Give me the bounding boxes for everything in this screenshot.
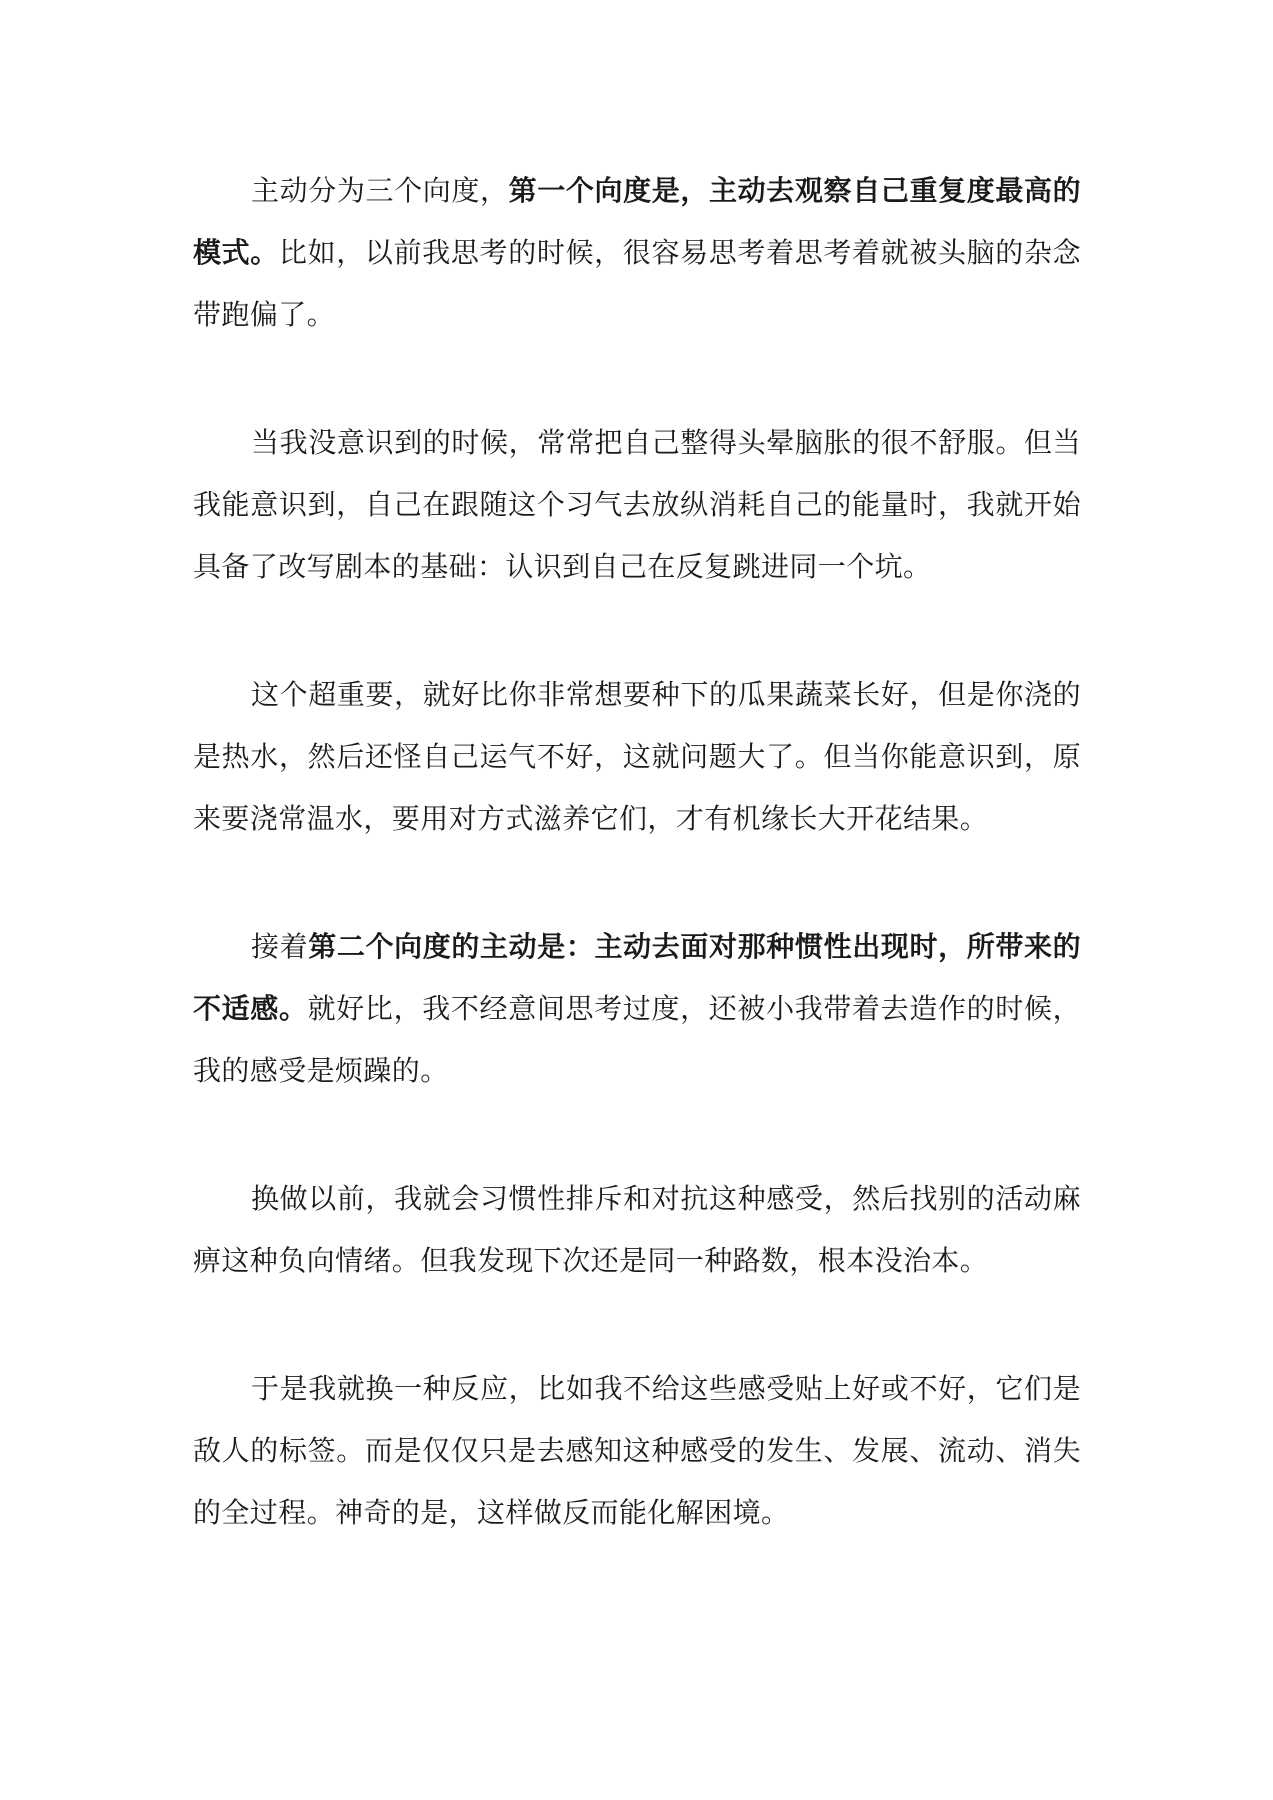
paragraph-3 — [193, 664, 1081, 850]
paragraph-6-text: 于是我就换一种反应，比如我不给这些感受贴上好或不好，它们是敌人的标签。而是仅仅只是去感知这种感受的发生、发展、流动、消失的全过程。神奇的是，这样做反而能化解困境。 — [193, 1372, 1081, 1529]
paragraph-4-text-b: 就好比，我不经意间思考过度，还被小我带着去造作的时候，我的感受是烦躁的。 — [193, 992, 1081, 1087]
paragraph-1-text-b: 比如，以前我思考的时候，很容易思考着思考着就被头脑的杂念带跑偏了。 — [193, 236, 1081, 331]
paragraph-1 — [193, 160, 1081, 346]
paragraph-2-text: 当我没意识到的时候，常常把自己整得头晕脑胀的很不舒服。但当我能意识到，自己在跟随这个习气去放纵消耗自己的能量时，我就开始具备了改写剧本的基础：认识到自己在反复跳进同一个坑。 — [193, 426, 1081, 583]
paragraph-5-text: 换做以前，我就会习惯性排斥和对抗这种感受，然后找别的活动麻痹这种负向情绪。但我发现下次还是同一种路数，根本没治本。 — [193, 1182, 1081, 1277]
paragraph-3-text: 这个超重要，就好比你非常想要种下的瓜果蔬菜长好，但是你浇的是热水，然后还怪自己运气不好，这就问题大了。但当你能意识到，原来要浇常温水，要用对方式滋养它们，才有机缘长大开花结果。 — [193, 678, 1081, 835]
document-body — [193, 160, 1081, 1544]
paragraph-4-text-a: 接着 — [251, 930, 309, 963]
paragraph-4 — [193, 916, 1081, 1102]
paragraph-2 — [193, 412, 1081, 598]
paragraph-5 — [193, 1168, 1081, 1292]
paragraph-1-text-a: 主动分为三个向度， — [251, 174, 509, 207]
paragraph-6 — [193, 1358, 1081, 1544]
paragraph-1-bold-emphasis: 第一个向度是，主动去观察自己重复度最高的模式。 — [193, 174, 1081, 269]
paragraph-4-bold-emphasis: 第二个向度的主动是：主动去面对那种惯性出现时，所带来的不适感。 — [193, 930, 1081, 1025]
